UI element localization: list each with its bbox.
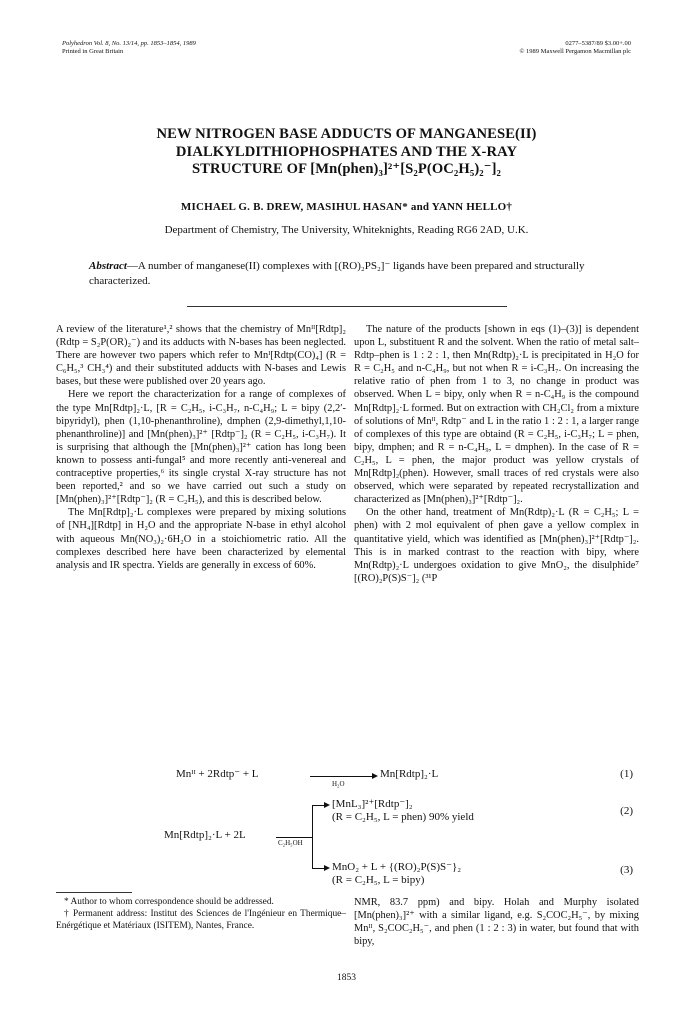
equation-1-number: (1) — [620, 768, 633, 780]
equation-branch-line — [312, 805, 313, 868]
page-number: 1853 — [337, 973, 356, 983]
equation-1-right: Mn[Rdtp]₂·L — [380, 768, 439, 780]
equation-23-stem — [276, 837, 312, 838]
title-line-3: STRUCTURE OF [Mn(phen)₃]²⁺[S₂P(OC₂H₅)₂⁻]₂ — [191, 161, 502, 177]
equation-3-conditions: (R = C₂H₅, L = bipy) — [332, 874, 425, 886]
arrowhead-icon — [324, 802, 330, 808]
equation-2-conditions: (R = C₂H₅, L = phen) 90% yield — [332, 811, 474, 823]
abstract-divider — [187, 306, 507, 307]
left-column — [56, 323, 346, 572]
abstract-label: Abstract — [89, 260, 127, 272]
affiliation: Department of Chemistry, The University, Whiteknights, Reading RG6 2AD, U.K. — [164, 224, 529, 236]
equation-1-left: Mnᴵᴵ + 2Rdtp⁻ + L — [176, 768, 259, 780]
title-line-1: NEW NITROGEN BASE ADDUCTS OF MANGANESE(II) — [156, 126, 537, 142]
paper-title — [60, 126, 633, 179]
equation-23-left: Mn[Rdtp]₂·L + 2L — [164, 829, 246, 841]
right-paragraph-1: The nature of the products [shown in eqs (1)–(3)] is dependent upon L, substituent R and the solvent. When the ratio of metal salt–Rdtp–phen is 1 : 2 : 1, then Mn(Rdtp)₂·L is precipitated in H₂O for R = C₂H₅ and n-C₄H₉, but not when R = i-C₃H₇. On increasing the relative ratio of phen from 1 to 3, no change in product was observed. When L = bipy, only when R = n-C₄H₉ is the compound Mn[Rdtp]₂·L formed. But on extraction with CH₂Cl₂ from a mixture of solutions of Mnᴵᴵ, Rdtp⁻ and L in the ratio 1 : 2 : 1, a larger range of complexes of this type are obtaind (R = C₂H₅, i-C₃H₇; L = phen, bipy, dmphen; and R = n-C₄H₉, L = dmphen). In the case of R = C₂H₅, L = phen, the major product was yellow crystals of Mn[Rdtp]₂(phen). However, small traces of red crystals were also observed, which were separated by repeated recrystallization and characterized as [Mn(phen)₃]²⁺[Rdtp⁻]₂. — [354, 324, 639, 506]
left-paragraph-2: Here we report the characterization for a range of complexes of the type Mn[Rdtp]₂·L, [R = C₂H₅, i-C₃H₇, n-C₄H₉; L = bipy (2,2′-bipyridyl), phen (1,10-phenanthroline), dmphen (2,9-dimethyl,1,10-phenanthroline)] and [Mn(phen)₃]²⁺ [Rdtp⁻]₂ (R = C₂H₅, i-C₃H₇). It is surprising that although the [Mn(phen)₃]²⁺ cation has long been known to possess anti-fungal⁵ and more recently anti-venereal and contraceptive properties,⁶ its single crystal X-ray structure has not been reported,² and so we have carried out such a study on [Mn(phen)₃]²⁺[Rdtp⁻]₂ (R = C₂H₅), and this is described below. — [56, 389, 346, 506]
equation-1-arrow — [310, 776, 374, 777]
footnote-divider — [56, 892, 132, 893]
equation-23-solvent: C₂H₅OH — [278, 839, 303, 847]
issn: 0277–5387/89 $3.00+.00 — [565, 40, 631, 47]
equation-3-product: MnO₂ + L + {(RO)₂P(S)S⁻}₂ — [332, 861, 462, 873]
arrowhead-icon — [324, 865, 330, 871]
issn-header — [519, 40, 631, 56]
footnotes — [56, 896, 346, 933]
right-paragraph-2: On the other hand, treatment of Mn(Rdtp)₂·L (R = C₂H₅; L = phen) with 2 mol equivalent of phen gave a yellow complex in quantitative yield, which was identified as [Mn(phen)₃]²⁺[Rdtp⁻]₂. This is in marked contrast to the reaction with bipy, where Mn(Rdtp)₂·L undergoes oxidation to give MnO₂, the disulphide⁷ [(RO)₂P(S)S⁻]₂ (³¹P — [354, 507, 639, 584]
footnote-permanent-address: † Permanent address: Institut des Sciences de l'Ingénieur en Thermique–Enérgétique et Matériaux (ISITEM), Nantes, France. — [56, 909, 346, 932]
author-list: MICHAEL G. B. DREW, MASIHUL HASAN* and YANN HELLO† — [180, 201, 513, 213]
equation-2-number: (2) — [620, 805, 633, 817]
journal-header — [62, 40, 196, 56]
abstract-text: —A number of manganese(II) complexes with [(RO)₂PS₂]⁻ ligands have been prepared and structurally characterized. — [89, 260, 585, 287]
copyright: © 1989 Maxwell Pergamon Macmillan plc — [519, 48, 631, 55]
right-column-continuation: NMR, 83.7 ppm) and bipy. Holah and Murphy isolated [Mn(phen)₃]²⁺ with a similar ligand, e.g. S₂COC₂H₅⁻, by mixing Mnᴵᴵ, S₂COC₂H₅⁻, and phen (1 : 2 : 3) in water, but found that with bipy, — [354, 897, 639, 948]
equation-1-solvent: H₂O — [332, 780, 345, 788]
equation-2-product: [MnL₃]²⁺[Rdtp⁻]₂ — [332, 798, 413, 810]
footnote-corresponding: * Author to whom correspondence should be addressed. — [64, 897, 274, 907]
arrowhead-icon — [372, 773, 378, 779]
right-column — [354, 323, 639, 585]
title-line-2: DIALKYLDITHIOPHOSPHATES AND THE X-RAY — [175, 143, 518, 160]
journal-citation: Polyhedron Vol. 8, No. 13/14, pp. 1853–1854, 1989 — [62, 40, 196, 47]
left-paragraph-1: A review of the literature¹,² shows that the chemistry of Mnᴵᴵ[Rdtp]₂ (Rdtp = S₂P(OR)₂⁻) and its adducts with N-bases has been neglected. There are however two papers which refer to Mnᴵ[Rdtp(CO)₄] (R = C₆H₅,³ CH₃⁴) and their substituted adducts with N-bases and Lewis bases, but these were published over 20 years ago. — [56, 324, 346, 388]
left-paragraph-3: The Mn[Rdtp]₂·L complexes were prepared by mixing solutions of [NH₄][Rdtp] in H₂O and the appropriate N-base in ethyl alcohol with aqueous Mn(NO₃)₂·6H₂O in a stoichiometric ratio. All the complexes described here have been characterized by elemental analysis and IR spectra. Yields are generally in excess of 60%. — [56, 507, 346, 571]
abstract — [89, 259, 609, 289]
equation-3-number: (3) — [620, 864, 633, 876]
printed-in: Printed in Great Britain — [62, 48, 124, 55]
